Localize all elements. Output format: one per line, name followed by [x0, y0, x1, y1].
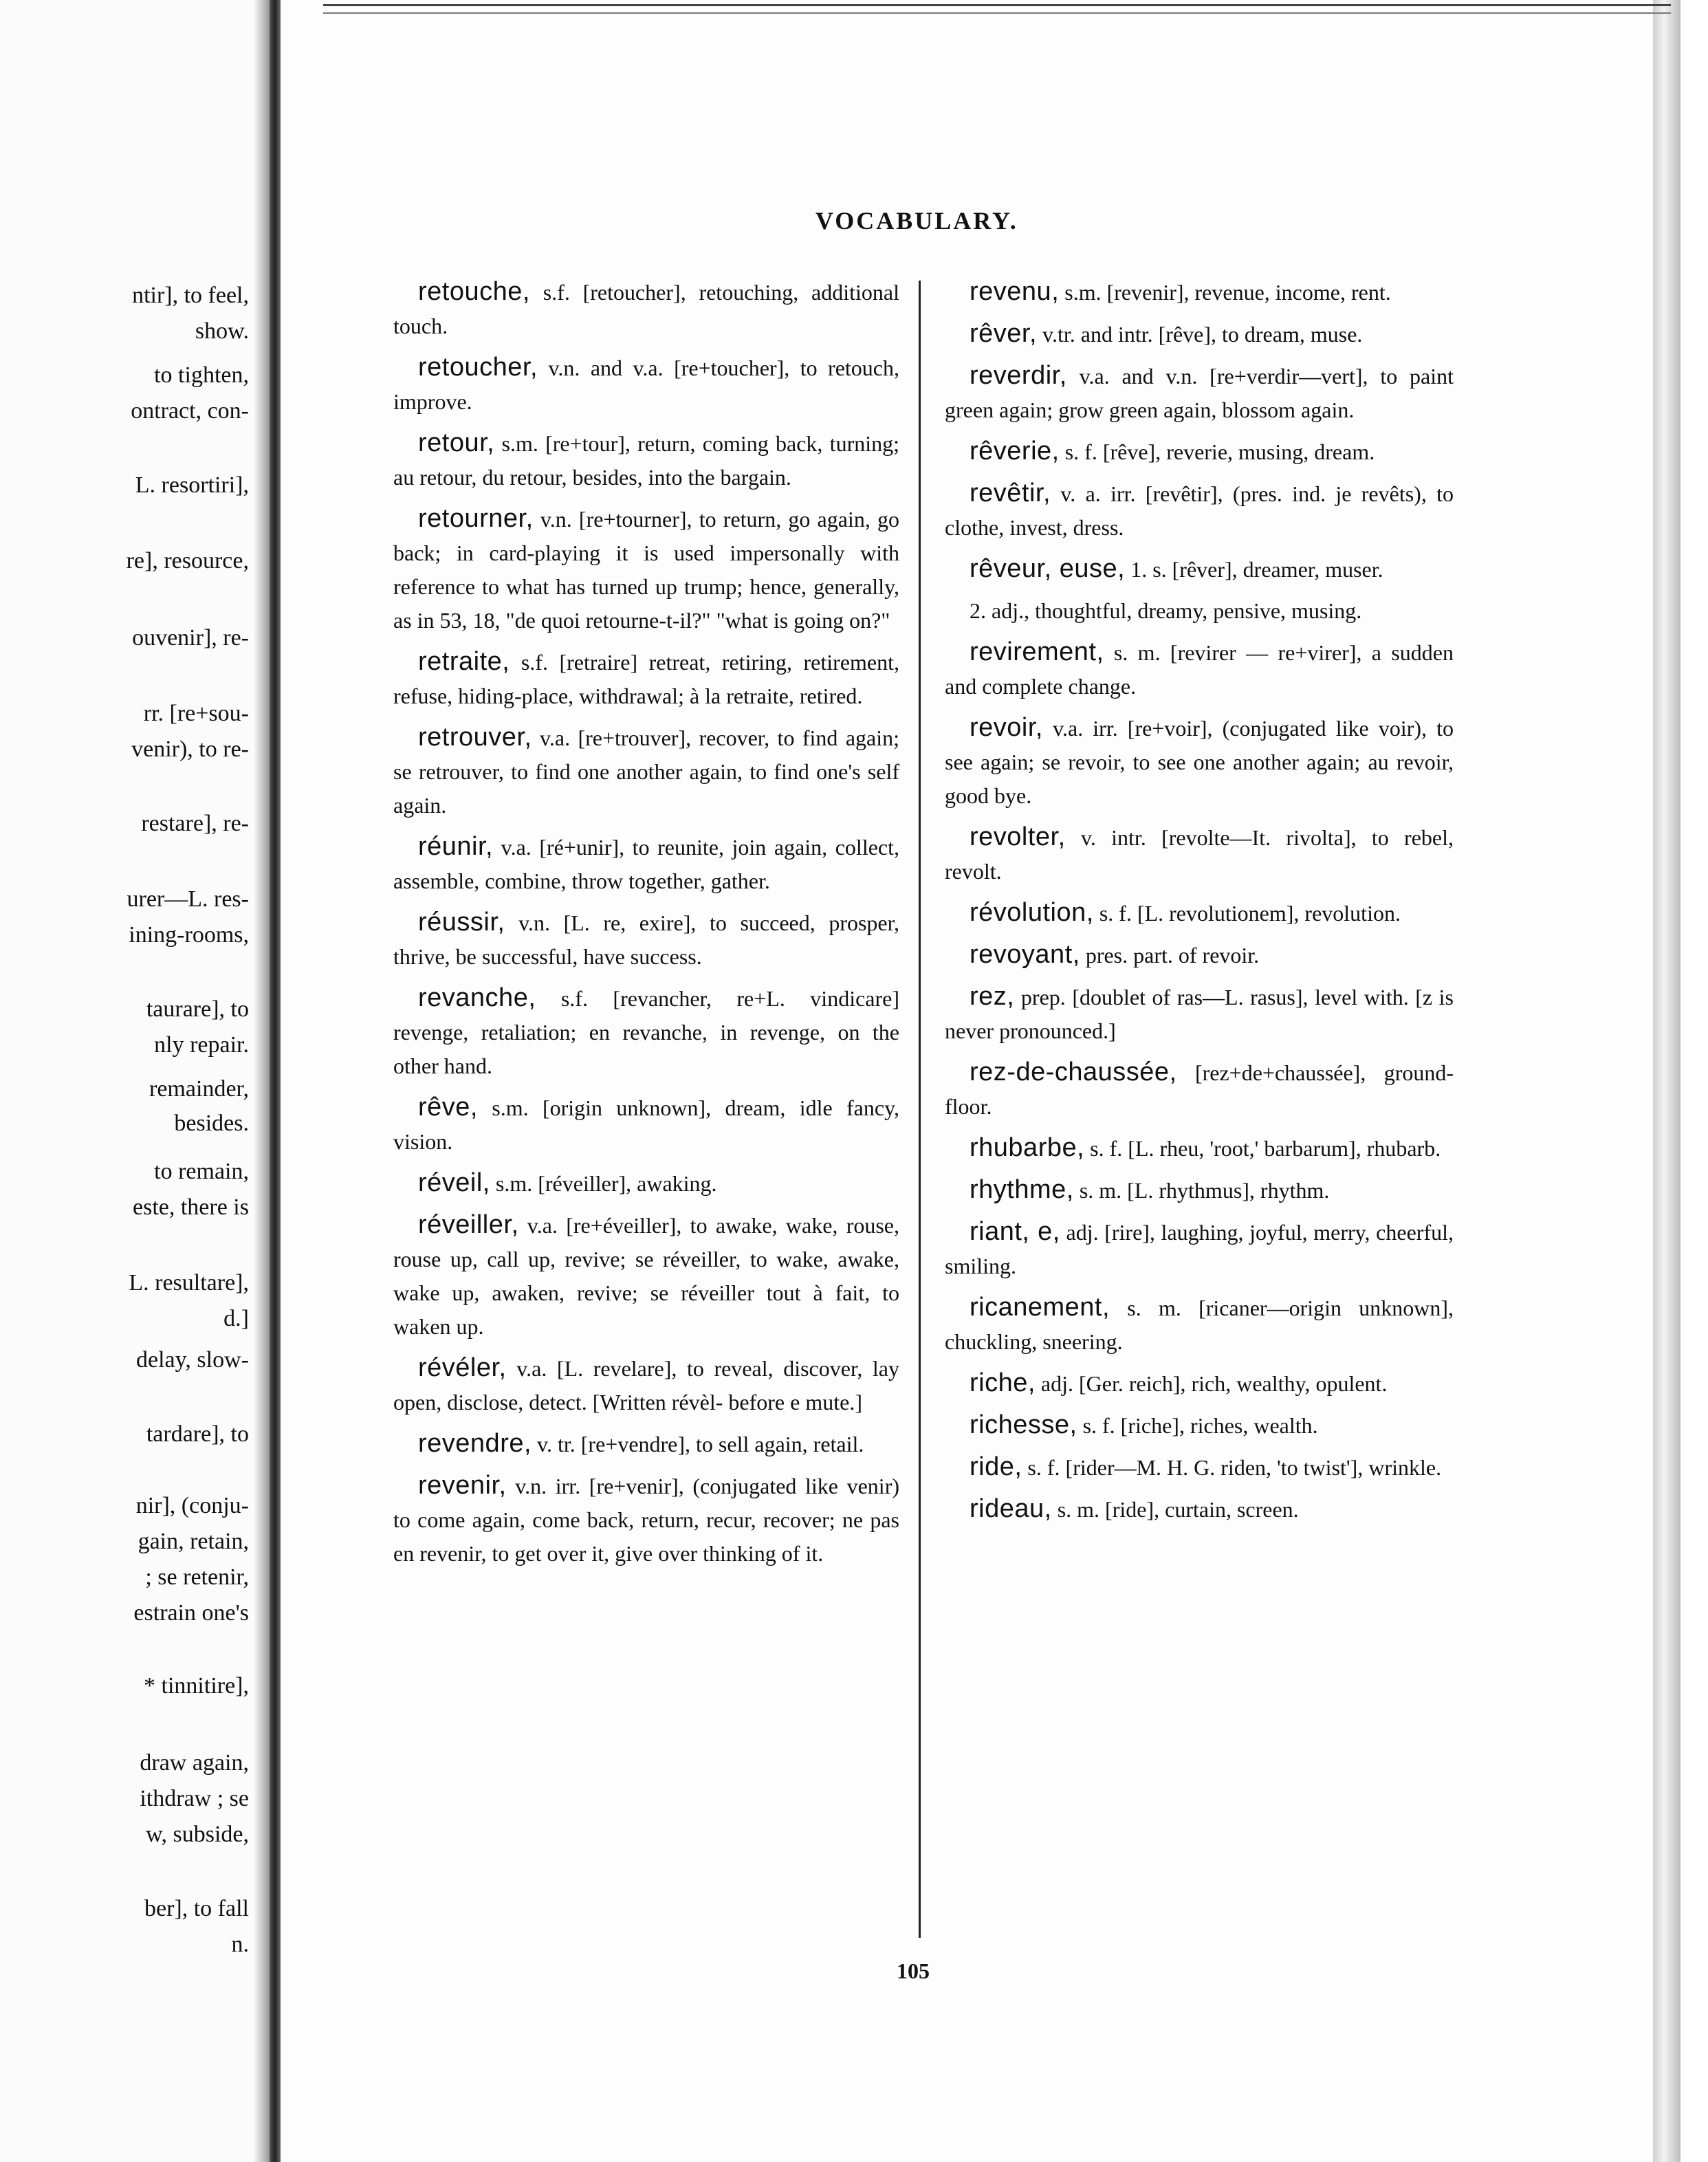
entry-definition: s. f. [L. rheu, 'root,' barbarum], rhubarb. — [1084, 1136, 1441, 1161]
dictionary-entry — [393, 502, 899, 637]
left-page-fragment: gain, retain, — [138, 1529, 249, 1554]
entry-definition: v.a. and v.n. [re+verdir—vert], to paint green again; grow green again, blossom again. — [945, 364, 1454, 422]
left-page-fragment: rr. [re+sou- — [143, 701, 249, 726]
left-page-fragment: re], resource, — [126, 548, 249, 574]
dictionary-entry — [393, 1091, 899, 1159]
left-page-fragment: venir), to re- — [131, 736, 249, 762]
top-edge-rule — [323, 12, 1671, 14]
left-page-fragment: ining-rooms, — [129, 922, 249, 948]
left-page-fragment: show. — [195, 318, 249, 344]
entry-headword: rhubarbe, — [970, 1133, 1085, 1162]
entry-definition: s.m. [revenir], revenue, income, rent. — [1059, 280, 1391, 305]
entry-headword: retrouver, — [418, 723, 532, 752]
entry-definition: s.f. [retoucher], retouching, additional touch. — [393, 280, 899, 338]
dictionary-entry — [945, 1408, 1454, 1443]
dictionary-entry — [945, 435, 1454, 469]
entry-headword: retour, — [418, 428, 495, 457]
dictionary-entry — [393, 645, 899, 713]
entry-definition: v. a. irr. [revêtir], (pres. ind. je revêts), to clothe, invest, dress. — [945, 481, 1454, 540]
entry-definition: s. m. [L. rhythmus], rhythm. — [1073, 1178, 1330, 1203]
left-page-fragment: d.] — [223, 1306, 249, 1331]
dictionary-entry — [393, 275, 899, 343]
dictionary-entry — [945, 938, 1454, 972]
left-page-fragment: nir], (conju- — [135, 1493, 249, 1518]
entry-headword: rêveur, euse, — [970, 554, 1126, 583]
dictionary-entry — [393, 721, 899, 822]
left-page — [0, 0, 270, 2162]
entry-definition: adj. [Ger. reich], rich, wealthy, opulent. — [1035, 1371, 1388, 1396]
left-page-fragment: * tinnitire], — [144, 1673, 249, 1699]
dictionary-entry — [945, 1173, 1454, 1208]
entry-definition: s.m. [origin unknown], dream, idle fancy, vision. — [393, 1095, 899, 1154]
dictionary-entry — [945, 896, 1454, 930]
left-page-fragment: delay, slow- — [136, 1347, 249, 1373]
page-number: 105 — [897, 1958, 930, 1983]
dictionary-entry — [945, 635, 1454, 703]
dictionary-entry — [945, 1450, 1454, 1485]
dictionary-entry — [945, 980, 1454, 1048]
left-page-fragment: w, subside, — [146, 1822, 249, 1847]
entry-headword: réveil, — [418, 1168, 490, 1197]
entry-definition: v.a. irr. [re+voir], (conjugated like voir), to see again; se revoir, to see one another again; au revoir, good bye. — [945, 716, 1454, 808]
entry-definition: v.tr. and intr. [rêve], to dream, muse. — [1037, 322, 1363, 347]
entry-definition: v.a. [re+éveiller], to awake, wake, rouse, rouse up, call up, revive; se réveiller, to wake, awake, wake up, awaken, revive; se réveiller tout à fait, to waken up. — [393, 1213, 899, 1339]
entry-headword: rêver, — [970, 319, 1038, 348]
entry-headword: retoucher, — [418, 353, 538, 382]
left-page-fragment: L. resultare], — [129, 1270, 249, 1296]
entry-headword: rhythme, — [970, 1175, 1074, 1204]
page-curl-shadow — [254, 0, 270, 2162]
entry-headword: revenu, — [970, 277, 1060, 306]
entry-headword: rez, — [970, 982, 1015, 1011]
entry-definition: v.a. [ré+unir], to reunite, join again, collect, assemble, combine, throw together, gather. — [393, 835, 899, 893]
entry-definition: s. f. [rider—M. H. G. riden, 'to twist'], wrinkle. — [1022, 1455, 1442, 1480]
dictionary-entry — [945, 1291, 1454, 1359]
entry-definition: v.n. [re+tourner], to return, go again, go back; in card-playing it is used impersonally with reference to what has turned up trump; hence, generally, as in 53, 18, "de quoi retourne-t-il?" "what is going on?" — [393, 507, 899, 633]
entry-headword: rêverie, — [970, 437, 1060, 466]
entry-definition: v.n. irr. [re+venir], (conjugated like venir) to come again, come back, return, recur, recover; ne pas en revenir, to get over it, give over thinking of it. — [393, 1474, 899, 1566]
left-page-fragment: ; se retenir, — [145, 1564, 249, 1590]
entry-headword: revendre, — [418, 1429, 532, 1458]
entry-definition: s. f. [L. revolutionem], revolution. — [1093, 901, 1401, 926]
entry-definition: s.f. [retraire] retreat, retiring, retirement, refuse, hiding-place, withdrawal; à la retraite, retired. — [393, 650, 899, 708]
dictionary-entry — [945, 594, 1454, 628]
dictionary-entry — [945, 1131, 1454, 1166]
dictionary-entry — [945, 1056, 1454, 1124]
entry-definition: s. m. [ricaner—origin unknown], chuckling, sneering. — [945, 1296, 1454, 1354]
entry-headword: revoyant, — [970, 940, 1080, 969]
left-page-fragment: remainder, — [149, 1076, 249, 1102]
dictionary-entry — [393, 426, 899, 494]
entry-definition: pres. part. of revoir. — [1080, 943, 1260, 968]
left-page-fragment: tardare], to — [146, 1421, 249, 1447]
left-page-fragment: to remain, — [154, 1159, 249, 1184]
dictionary-entry — [393, 830, 899, 898]
right-column — [945, 275, 1454, 1534]
entry-headword: revoir, — [970, 713, 1043, 742]
entry-headword: revolter, — [970, 822, 1066, 851]
entry-headword: révéler, — [418, 1353, 507, 1382]
entry-headword: revanche, — [418, 983, 536, 1012]
dictionary-entry — [393, 1469, 899, 1571]
entry-headword: retraite, — [418, 647, 510, 676]
entry-headword: révolution, — [970, 898, 1094, 927]
entry-headword: revêtir, — [970, 479, 1051, 507]
left-page-fragment: draw again, — [140, 1750, 249, 1776]
dictionary-entry — [945, 1215, 1454, 1283]
entry-headword: réveiller, — [418, 1210, 519, 1239]
page-heading: VOCABULARY. — [815, 207, 1018, 234]
left-page-fragment: urer—L. res- — [127, 886, 249, 912]
entry-definition: 1. s. [rêver], dreamer, muser. — [1125, 557, 1383, 582]
entry-headword: réunir, — [418, 832, 494, 861]
entry-headword: réussir, — [418, 908, 505, 937]
dictionary-entry — [945, 1366, 1454, 1401]
dictionary-entry — [393, 1351, 899, 1419]
dictionary-entry — [945, 1492, 1454, 1527]
left-page-fragment: L. resortiri], — [135, 472, 249, 498]
column-divider — [919, 281, 921, 1938]
dictionary-entry — [393, 1427, 899, 1461]
entry-headword: retourner, — [418, 504, 534, 533]
left-page-fragment: ber], to fall — [144, 1896, 249, 1921]
left-page-fragment: este, there is — [133, 1194, 249, 1220]
entry-definition: s. m. [ride], curtain, screen. — [1051, 1497, 1299, 1522]
entry-definition: s.m. [réveiller], awaking. — [490, 1171, 717, 1196]
left-page-fragment: ntir], to feel, — [132, 283, 249, 308]
entry-definition: s.m. [re+tour], return, coming back, turning; au retour, du retour, besides, into the bargain. — [393, 431, 899, 490]
dictionary-entry — [945, 477, 1454, 545]
entry-definition: adj. [rire], laughing, joyful, merry, cheerful, smiling. — [945, 1220, 1454, 1278]
entry-headword: riche, — [970, 1368, 1036, 1397]
dictionary-entry — [393, 1208, 899, 1344]
left-page-fragment: restare], re- — [141, 811, 249, 836]
entry-definition: s. f. [riche], riches, wealth. — [1077, 1413, 1318, 1438]
dictionary-entry — [393, 906, 899, 974]
left-page-fragment: to tighten, — [154, 362, 249, 388]
page-edge — [1653, 0, 1680, 2162]
entry-definition: s. f. [rêve], reverie, musing, dream. — [1059, 439, 1375, 464]
entry-headword: richesse, — [970, 1410, 1077, 1439]
top-edge-rule — [323, 4, 1671, 6]
left-page-fragment: estrain one's — [133, 1600, 249, 1626]
dictionary-entry — [945, 359, 1454, 427]
entry-headword: revenir, — [418, 1471, 507, 1500]
entry-definition: v. tr. [re+vendre], to sell again, retail. — [532, 1432, 864, 1456]
left-page-fragment: ithdraw ; se — [140, 1786, 249, 1811]
entry-definition: s. m. [revirer — re+virer], a sudden and complete change. — [945, 640, 1454, 699]
entry-definition: v.n. and v.a. [re+toucher], to retouch, improve. — [393, 356, 899, 414]
dictionary-entry — [945, 820, 1454, 888]
entry-headword: rideau, — [970, 1494, 1052, 1523]
entry-headword: reverdir, — [970, 361, 1067, 390]
dictionary-entry — [945, 711, 1454, 813]
dictionary-entry — [393, 1166, 899, 1201]
left-page-fragment: ouvenir], re- — [132, 625, 249, 651]
left-page-fragment: ontract, con- — [131, 398, 249, 424]
entry-definition: v.a. [L. revelare], to reveal, discover, lay open, disclose, detect. [Written révèl- before e mute.] — [393, 1356, 899, 1415]
dictionary-entry — [945, 552, 1454, 587]
entry-headword: ride, — [970, 1452, 1022, 1481]
left-column — [393, 275, 899, 1578]
entry-definition: v.a. [re+trouver], recover, to find again; se retrouver, to find one another again, to find one's self again. — [393, 725, 899, 818]
left-page-fragment: taurare], to — [146, 996, 249, 1022]
dictionary-entry — [393, 351, 899, 419]
left-page-fragment: besides. — [174, 1111, 249, 1136]
entry-definition: s.f. [revancher, re+L. vindicare] revenge, retaliation; en revanche, in revenge, on the other hand. — [393, 986, 899, 1078]
dictionary-entry — [393, 981, 899, 1083]
entry-headword: rez-de-chaussée, — [970, 1058, 1177, 1087]
left-page-fragment: n. — [231, 1932, 249, 1957]
entry-definition: 2. adj., thoughtful, dreamy, pensive, musing. — [970, 598, 1362, 623]
entry-definition: prep. [doublet of ras—L. rasus], level with. [z is never pronounced.] — [945, 985, 1454, 1043]
book-gutter — [270, 0, 281, 2162]
dictionary-entry — [945, 275, 1454, 309]
entry-definition: v. intr. [revolte—It. rivolta], to rebel, revolt. — [945, 825, 1454, 884]
entry-headword: revirement, — [970, 637, 1104, 666]
dictionary-entry — [945, 317, 1454, 351]
entry-headword: riant, e, — [970, 1217, 1060, 1246]
entry-definition: [rez+de+chaussée], ground-floor. — [945, 1060, 1454, 1119]
entry-headword: retouche, — [418, 277, 530, 306]
left-page-fragment: nly repair. — [154, 1032, 249, 1058]
entry-headword: ricanement, — [970, 1293, 1110, 1322]
entry-definition: v.n. [L. re, exire], to succeed, prosper, thrive, be successful, have success. — [393, 910, 899, 969]
entry-headword: rêve, — [418, 1093, 478, 1122]
